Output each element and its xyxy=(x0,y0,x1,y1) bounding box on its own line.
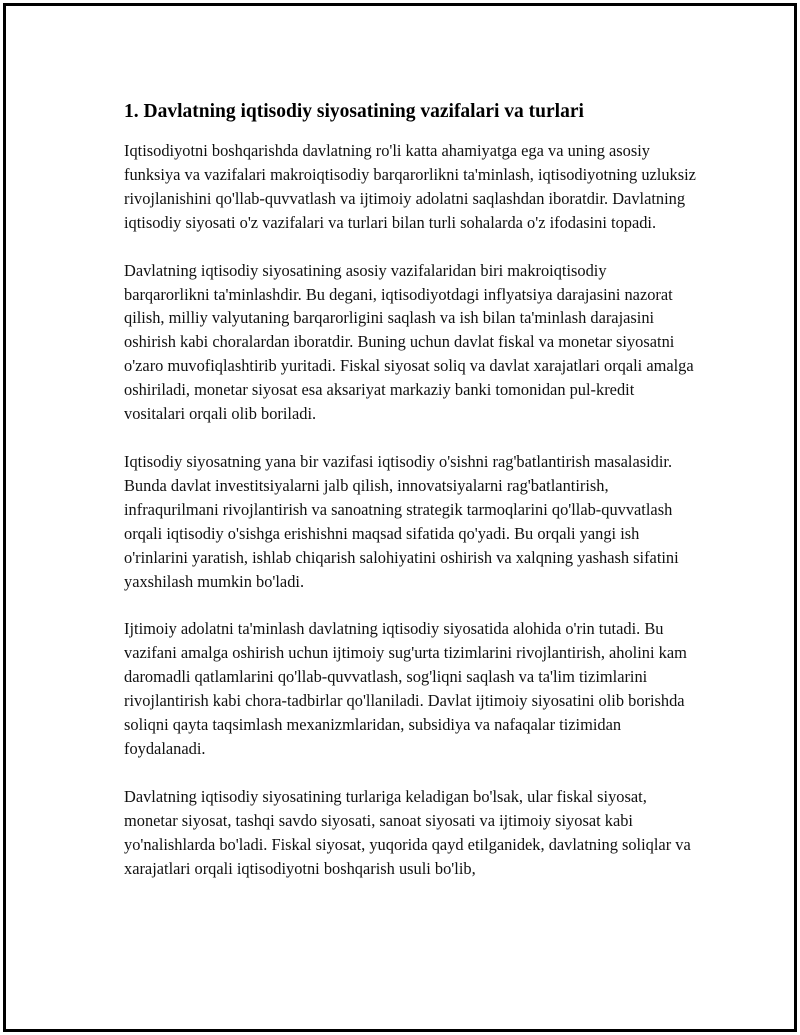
document-body xyxy=(124,99,696,904)
section-heading: 1. Davlatning iqtisodiy siyosatining vazifalari va turlari xyxy=(124,101,584,122)
paragraph-1: Iqtisodiyotni boshqarishda davlatning ro'li katta ahamiyatga ega va uning asosiy funksiya va vazifalari makroiqtisodiy barqarorlikni ta'minlash, iqtisodiyotning uzluksiz rivojlanishini qo'llab-quvvatlash va ijtimoiy adolatni saqlashdan iboratdir. Davlatning iqtisodiy siyosati o'z vazifalari va turlari bilan turli sohalarda o'z ifodasini topadi. xyxy=(124,141,696,232)
paragraph-3: Iqtisodiy siyosatning yana bir vazifasi iqtisodiy o'sishni rag'batlantirish masalasidir. Bunda davlat investitsiyalarni jalb qilish, innovatsiyalarni rag'batlantirish, infraqurilmani rivojlantirish va sanoatning strategik tarmoqlarini qo'llab-quvvatlash orqali iqtisodiy o'sishga erishishni maqsad sifatida qo'yadi. Bu orqali yangi ish o'rinlarini yaratish, ishlab chiqarish salohiyatini oshirish va xalqning yashash sifatini yaxshilash mumkin bo'ladi. xyxy=(124,451,679,591)
page-frame xyxy=(3,3,797,1032)
paragraph-4: Ijtimoiy adolatni ta'minlash davlatning iqtisodiy siyosatida alohida o'rin tutadi. Bu vazifani amalga oshirish uchun ijtimoiy sug'urta tizimlarini rivojlantirish, aholini kam daromadli qatlamlarini qo'llab-quvvatlash, sog'liqni saqlash va ta'lim tizimlarini rivojlantirish kabi chora-tadbirlar qo'llaniladi. Davlat ijtimoiy siyosatini olib borishda soliqni qayta taqsimlash mexanizmlaridan, subsidiya va nafaqalar tizimidan foydalanadi. xyxy=(124,619,687,758)
paragraph-2: Davlatning iqtisodiy siyosatining asosiy vazifalaridan biri makroiqtisodiy barqarorlikni ta'minlashdir. Bu degani, iqtisodiyotdagi inflyatsiya darajasini nazorat qilish, milliy valyutaning barqarorligini saqlash va ish bilan ta'minlash darajasini oshirish kabi choralardan iboratdir. Buning uchun davlat fiskal va monetar siyosatni o'zaro muvofiqlashtirib yuritadi. Fiskal siyosat soliq va davlat xarajatlari orqali amalga oshiriladi, monetar siyosat esa aksariyat markaziy banki tomonidan pul-kredit vositalari orqali olib boriladi. xyxy=(124,260,694,424)
paragraph-5: Davlatning iqtisodiy siyosatining turlariga keladigan bo'lsak, ular fiskal siyosat, monetar siyosat, tashqi savdo siyosati, sanoat siyosati va ijtimoiy siyosat kabi yo'nalishlarda bo'ladi. Fiskal siyosat, yuqorida qayd etilganidek, davlatning soliqlar va xarajatlari orqali iqtisodiyotni boshqarish usuli bo'lib, xyxy=(124,786,691,878)
